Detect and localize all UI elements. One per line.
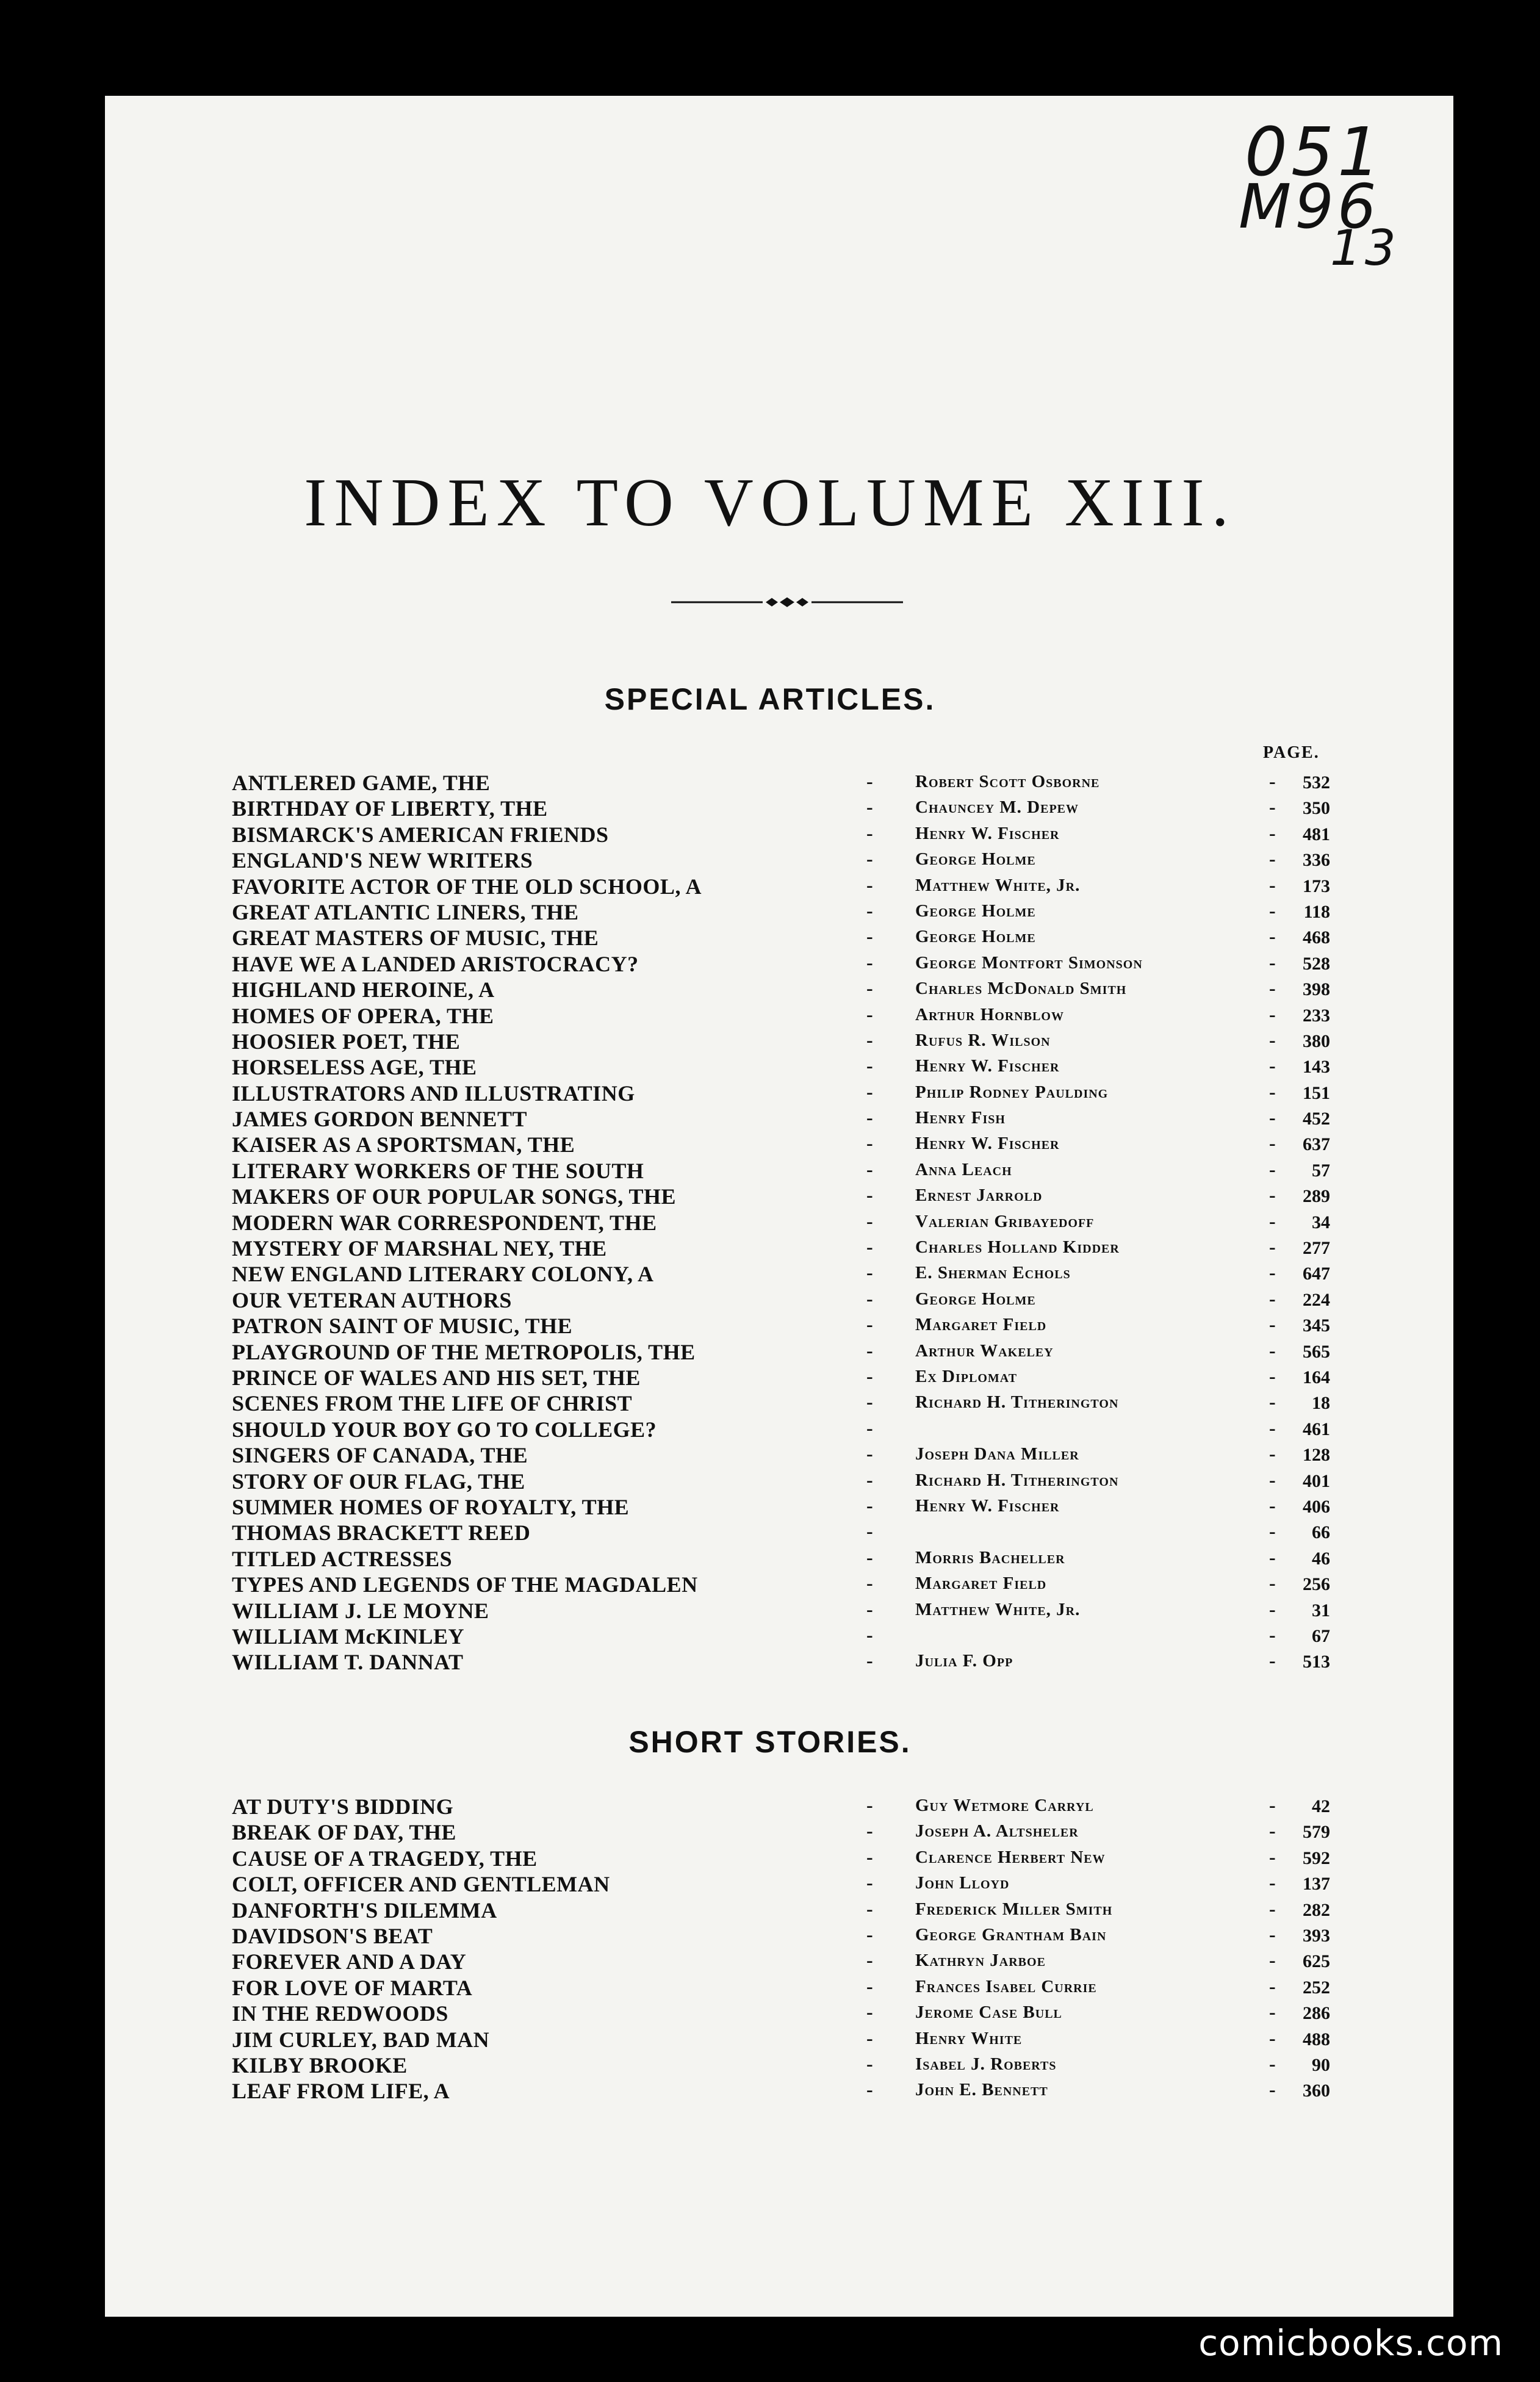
index-entry xyxy=(232,1975,1330,2001)
leader-dash: - xyxy=(866,1794,873,1816)
leader-dash: - xyxy=(866,1157,873,1180)
leader-dash: - xyxy=(1269,1080,1276,1103)
leader-dash: - xyxy=(1269,1572,1276,1594)
entry-title: PRINCE OF WALES AND HIS SET, THE xyxy=(232,1365,641,1390)
index-entry xyxy=(232,1546,1330,1572)
entry-page-number: 528 xyxy=(1303,953,1330,974)
index-entry xyxy=(232,1417,1330,1442)
leader-dash: - xyxy=(1269,977,1276,999)
index-entry xyxy=(232,2001,1330,2026)
leader-dash: - xyxy=(866,1236,873,1258)
leader-dash: - xyxy=(1269,1468,1276,1491)
leader-dash: - xyxy=(1269,1209,1276,1232)
index-entry xyxy=(232,1132,1330,1157)
leader-dash: - xyxy=(1269,1649,1276,1672)
index-entry xyxy=(232,1003,1330,1029)
entry-title: HAVE WE A LANDED ARISTOCRACY? xyxy=(232,951,639,976)
leader-dash: - xyxy=(1269,1520,1276,1542)
leader-dash: - xyxy=(866,977,873,999)
leader-dash: - xyxy=(866,770,873,792)
index-entry xyxy=(232,1184,1330,1209)
entry-author: Richard H. Titherington xyxy=(915,1470,1119,1490)
leader-dash: - xyxy=(1269,1391,1276,1413)
entry-title: JAMES GORDON BENNETT xyxy=(232,1107,528,1132)
entry-title: OUR VETERAN AUTHORS xyxy=(232,1287,512,1312)
index-entry xyxy=(232,977,1330,1002)
entry-author: Frances Isabel Currie xyxy=(915,1976,1097,1996)
index-entry xyxy=(232,2027,1330,2053)
entry-author: Joseph A. Altsheler xyxy=(915,1821,1079,1841)
index-entry xyxy=(232,1365,1330,1391)
leader-dash: - xyxy=(1269,1132,1276,1154)
entry-author: Henry W. Fischer xyxy=(915,823,1060,843)
entry-page-number: 233 xyxy=(1303,1005,1330,1026)
leader-dash: - xyxy=(1269,1871,1276,1894)
entry-page-number: 398 xyxy=(1303,979,1330,1000)
handwritten-volume-number: 13 xyxy=(1330,220,1400,276)
entry-author: George Holme xyxy=(915,927,1036,947)
entry-author: Rufus R. Wilson xyxy=(915,1030,1051,1050)
leader-dash: - xyxy=(866,1597,873,1620)
index-entry xyxy=(232,899,1330,925)
entry-page-number: 286 xyxy=(1303,2003,1330,2024)
leader-dash: - xyxy=(866,1572,873,1594)
entry-author: Arthur Wakeley xyxy=(915,1340,1054,1361)
leader-dash: - xyxy=(1269,1897,1276,1920)
entry-page-number: 46 xyxy=(1312,1548,1330,1569)
entry-author: John Lloyd xyxy=(915,1873,1010,1893)
leader-dash: - xyxy=(1269,1364,1276,1387)
leader-dash: - xyxy=(866,1080,873,1103)
entry-author: Margaret Field xyxy=(915,1315,1047,1335)
entry-author: Kathryn Jarboe xyxy=(915,1951,1046,1971)
index-entry xyxy=(232,1210,1330,1236)
leader-dash: - xyxy=(866,1364,873,1387)
leader-dash: - xyxy=(1269,1287,1276,1309)
entry-page-number: 532 xyxy=(1303,772,1330,793)
entry-author: George Montfort Simonson xyxy=(915,952,1143,973)
entry-title: PATRON SAINT OF MUSIC, THE xyxy=(232,1314,573,1339)
entry-title: BREAK OF DAY, THE xyxy=(232,1820,456,1845)
entry-author: Isabel J. Roberts xyxy=(915,2054,1057,2074)
index-entry xyxy=(232,1158,1330,1184)
leader-dash: - xyxy=(866,925,873,948)
entry-title: FAVORITE ACTOR OF THE OLD SCHOOL, A xyxy=(232,874,702,899)
entry-author: George Grantham Bain xyxy=(915,1924,1107,1945)
entry-author: George Holme xyxy=(915,849,1036,869)
leader-dash: - xyxy=(1269,796,1276,818)
entry-title: SCENES FROM THE LIFE OF CHRIST xyxy=(232,1391,633,1416)
leader-dash: - xyxy=(866,2052,873,2074)
leader-dash: - xyxy=(1269,1974,1276,1997)
entry-title: BISMARCK'S AMERICAN FRIENDS xyxy=(232,822,609,847)
entry-page-number: 461 xyxy=(1303,1419,1330,1439)
entry-author: Philip Rodney Paulding xyxy=(915,1082,1109,1102)
leader-dash: - xyxy=(866,1545,873,1568)
leader-dash: - xyxy=(1269,1236,1276,1258)
entry-author: Ex Diplomat xyxy=(915,1366,1018,1386)
entry-author: Henry W. Fischer xyxy=(915,1495,1060,1516)
entry-page-number: 336 xyxy=(1303,850,1330,871)
entry-title: SHOULD YOUR BOY GO TO COLLEGE? xyxy=(232,1417,657,1442)
leader-dash: - xyxy=(1269,1313,1276,1336)
divider-ornament-icon xyxy=(671,595,903,610)
entry-page-number: 282 xyxy=(1303,1899,1330,1920)
index-entry xyxy=(232,822,1330,847)
leader-dash: - xyxy=(866,1871,873,1894)
entry-page-number: 90 xyxy=(1312,2054,1330,2075)
leader-dash: - xyxy=(866,1649,873,1672)
index-entry xyxy=(232,925,1330,951)
index-entry xyxy=(232,1442,1330,1468)
index-entry xyxy=(232,951,1330,977)
entry-author: Henry White xyxy=(915,2028,1023,2048)
entry-page-number: 31 xyxy=(1312,1600,1330,1621)
leader-dash: - xyxy=(866,1416,873,1439)
leader-dash: - xyxy=(866,951,873,973)
entry-title: JIM CURLEY, BAD MAN xyxy=(232,2027,490,2052)
leader-dash: - xyxy=(866,1494,873,1516)
entry-page-number: 380 xyxy=(1303,1031,1330,1051)
index-entry xyxy=(232,1081,1330,1106)
leader-dash: - xyxy=(866,873,873,896)
index-entry xyxy=(232,1029,1330,1054)
entry-page-number: 647 xyxy=(1303,1264,1330,1284)
index-entry xyxy=(232,2053,1330,2078)
leader-dash: - xyxy=(1269,951,1276,973)
leader-dash: - xyxy=(866,1339,873,1361)
entry-title: LEAF FROM LIFE, A xyxy=(232,2079,450,2104)
index-entry xyxy=(232,1624,1330,1649)
leader-dash: - xyxy=(1269,1819,1276,1842)
leader-dash: - xyxy=(1269,2001,1276,2023)
leader-dash: - xyxy=(1269,925,1276,948)
leader-dash: - xyxy=(1269,1494,1276,1516)
entry-author: Charles Holland Kidder xyxy=(915,1237,1120,1258)
entry-page-number: 67 xyxy=(1312,1625,1330,1646)
entry-title: MAKERS OF OUR POPULAR SONGS, THE xyxy=(232,1184,677,1209)
entry-page-number: 252 xyxy=(1303,1977,1330,1998)
index-entry xyxy=(232,1391,1330,1416)
leader-dash: - xyxy=(1269,2026,1276,2049)
entry-title: PLAYGROUND OF THE METROPOLIS, THE xyxy=(232,1339,696,1364)
index-entry xyxy=(232,1649,1330,1675)
entry-author: John E. Bennett xyxy=(915,2080,1048,2100)
handwritten-cutter-number: M96 xyxy=(1239,171,1380,242)
entry-author: Henry W. Fischer xyxy=(915,1134,1060,1154)
index-entry xyxy=(232,1898,1330,1923)
entry-title: FOREVER AND A DAY xyxy=(232,1949,467,1974)
index-entry xyxy=(232,1469,1330,1494)
entry-page-number: 637 xyxy=(1303,1134,1330,1155)
leader-dash: - xyxy=(866,1949,873,1971)
section-heading-short-stories: SHORT STORIES. xyxy=(628,1725,912,1759)
page-column-label: PAGE. xyxy=(1263,743,1320,762)
entry-author: Robert Scott Osborne xyxy=(915,772,1100,791)
leader-dash: - xyxy=(1269,1623,1276,1646)
leader-dash: - xyxy=(866,847,873,870)
entry-author: Charles McDonald Smith xyxy=(915,979,1127,999)
entry-page-number: 289 xyxy=(1303,1186,1330,1207)
leader-dash: - xyxy=(866,1184,873,1206)
leader-dash: - xyxy=(866,1819,873,1842)
entry-author: Arthur Hornblow xyxy=(915,1004,1064,1024)
entry-page-number: 393 xyxy=(1303,1925,1330,1946)
leader-dash: - xyxy=(1269,1054,1276,1077)
entry-author: Chauncey M. Depew xyxy=(915,797,1079,818)
entry-page-number: 350 xyxy=(1303,798,1330,819)
leader-dash: - xyxy=(866,1002,873,1025)
leader-dash: - xyxy=(866,1974,873,1997)
leader-dash: - xyxy=(866,1468,873,1491)
leader-dash: - xyxy=(866,796,873,818)
leader-dash: - xyxy=(1269,1949,1276,1971)
entry-title: ENGLAND'S NEW WRITERS xyxy=(232,848,533,873)
leader-dash: - xyxy=(866,1287,873,1309)
index-entry xyxy=(232,1313,1330,1339)
leader-dash: - xyxy=(1269,2078,1276,2101)
leader-dash: - xyxy=(1269,1416,1276,1439)
entry-page-number: 481 xyxy=(1303,824,1330,844)
leader-dash: - xyxy=(1269,899,1276,921)
entry-author: George Holme xyxy=(915,901,1036,921)
entry-title: ILLUSTRATORS AND ILLUSTRATING xyxy=(232,1081,635,1106)
index-entry xyxy=(232,1846,1330,1871)
leader-dash: - xyxy=(866,1897,873,1920)
leader-dash: - xyxy=(1269,770,1276,792)
index-entry xyxy=(232,1819,1330,1845)
leader-dash: - xyxy=(866,1261,873,1284)
entry-page-number: 452 xyxy=(1303,1109,1330,1129)
index-entry xyxy=(232,1261,1330,1287)
index-entry xyxy=(232,796,1330,821)
leader-dash: - xyxy=(1269,1157,1276,1180)
index-entry xyxy=(232,874,1330,899)
entry-author: Henry W. Fischer xyxy=(915,1056,1060,1076)
entry-author: Ernest Jarrold xyxy=(915,1186,1043,1206)
entry-title: THOMAS BRACKETT REED xyxy=(232,1520,531,1545)
leader-dash: - xyxy=(866,1313,873,1336)
entry-page-number: 18 xyxy=(1312,1393,1330,1414)
index-entry xyxy=(232,1520,1330,1545)
entry-page-number: 164 xyxy=(1303,1367,1330,1387)
entry-page-number: 173 xyxy=(1303,876,1330,896)
entry-page-number: 256 xyxy=(1303,1574,1330,1595)
entry-title: AT DUTY'S BIDDING xyxy=(232,1794,454,1819)
leader-dash: - xyxy=(1269,1545,1276,1568)
entry-title: STORY OF OUR FLAG, THE xyxy=(232,1469,525,1494)
page-title: INDEX TO VOLUME XIII. xyxy=(304,465,1236,541)
entry-page-number: 592 xyxy=(1303,1848,1330,1868)
leader-dash: - xyxy=(1269,1339,1276,1361)
entry-title: IN THE REDWOODS xyxy=(232,2001,448,2026)
entry-title: TYPES AND LEGENDS OF THE MAGDALEN xyxy=(232,1572,698,1597)
leader-dash: - xyxy=(866,821,873,844)
entry-page-number: 406 xyxy=(1303,1496,1330,1517)
entry-title: TITLED ACTRESSES xyxy=(232,1546,453,1571)
leader-dash: - xyxy=(866,2078,873,2101)
entry-page-number: 57 xyxy=(1312,1160,1330,1181)
watermark: comicbooks.com xyxy=(1198,2322,1503,2364)
entry-author: Henry Fish xyxy=(915,1108,1006,1128)
index-entry xyxy=(232,1494,1330,1520)
leader-dash: - xyxy=(1269,1028,1276,1051)
entry-page-number: 137 xyxy=(1303,1874,1330,1894)
entry-title: SUMMER HOMES OF ROYALTY, THE xyxy=(232,1494,630,1519)
entry-title: WILLIAM T. DANNAT xyxy=(232,1650,464,1675)
entry-title: KAISER AS A SPORTSMAN, THE xyxy=(232,1132,575,1157)
entry-page-number: 360 xyxy=(1303,2081,1330,2101)
entry-page-number: 565 xyxy=(1303,1341,1330,1362)
leader-dash: - xyxy=(866,2001,873,2023)
short-stories-list xyxy=(232,1794,1330,2104)
handwritten-call-number: 051 xyxy=(1245,113,1384,191)
leader-dash: - xyxy=(866,899,873,921)
leader-dash: - xyxy=(1269,873,1276,896)
index-entry xyxy=(232,1572,1330,1597)
entry-author: Joseph Dana Miller xyxy=(915,1444,1079,1464)
entry-author: Clarence Herbert New xyxy=(915,1847,1106,1867)
entry-page-number: 34 xyxy=(1312,1212,1330,1232)
leader-dash: - xyxy=(1269,2052,1276,2074)
entry-title: KILBY BROOKE xyxy=(232,2053,408,2078)
entry-page-number: 151 xyxy=(1303,1082,1330,1103)
entry-page-number: 118 xyxy=(1303,901,1330,922)
index-entry xyxy=(232,1106,1330,1132)
index-entry xyxy=(232,1054,1330,1080)
special-articles-list xyxy=(232,770,1330,1675)
entry-title: DANFORTH'S DILEMMA xyxy=(232,1898,497,1923)
entry-page-number: 401 xyxy=(1303,1470,1330,1491)
leader-dash: - xyxy=(866,1623,873,1646)
entry-page-number: 345 xyxy=(1303,1315,1330,1336)
leader-dash: - xyxy=(866,1054,873,1077)
entry-title: HOOSIER POET, THE xyxy=(232,1029,461,1054)
leader-dash: - xyxy=(866,1132,873,1154)
leader-dash: - xyxy=(866,1209,873,1232)
entry-title: NEW ENGLAND LITERARY COLONY, A xyxy=(232,1262,654,1287)
entry-page-number: 128 xyxy=(1303,1445,1330,1466)
entry-title: SINGERS OF CANADA, THE xyxy=(232,1443,528,1468)
entry-title: ANTLERED GAME, THE xyxy=(232,771,491,795)
entry-page-number: 224 xyxy=(1303,1289,1330,1310)
leader-dash: - xyxy=(866,1028,873,1051)
entry-page-number: 513 xyxy=(1303,1652,1330,1672)
entry-author: Valerian Gribayedoff xyxy=(915,1211,1095,1231)
entry-title: FOR LOVE OF MARTA xyxy=(232,1975,473,2000)
entry-page-number: 277 xyxy=(1303,1238,1330,1259)
index-entry xyxy=(232,1598,1330,1624)
index-entry xyxy=(232,1794,1330,1819)
entry-author: Anna Leach xyxy=(915,1159,1012,1179)
entry-title: HIGHLAND HEROINE, A xyxy=(232,977,495,1002)
entry-title: DAVIDSON'S BEAT xyxy=(232,1923,433,1948)
leader-dash: - xyxy=(1269,1794,1276,1816)
entry-author: Richard H. Titherington xyxy=(915,1392,1119,1412)
entry-title: CAUSE OF A TRAGEDY, THE xyxy=(232,1846,538,1871)
entry-page-number: 625 xyxy=(1303,1951,1330,1972)
entry-title: LITERARY WORKERS OF THE SOUTH xyxy=(232,1158,644,1183)
entry-title: HORSELESS AGE, THE xyxy=(232,1055,477,1080)
entry-title: WILLIAM McKINLEY xyxy=(232,1624,465,1649)
entry-author: Julia F. Opp xyxy=(915,1651,1013,1671)
entry-author: Matthew White, Jr. xyxy=(915,875,1081,895)
index-entry xyxy=(232,770,1330,796)
leader-dash: - xyxy=(866,1520,873,1542)
entry-author: Matthew White, Jr. xyxy=(915,1599,1081,1619)
leader-dash: - xyxy=(866,2026,873,2049)
leader-dash: - xyxy=(1269,1442,1276,1465)
leader-dash: - xyxy=(1269,1002,1276,1025)
index-entry xyxy=(232,1287,1330,1313)
entry-author: Jerome Case Bull xyxy=(915,2002,1062,2023)
leader-dash: - xyxy=(866,1923,873,1945)
entry-author: Guy Wetmore Carryl xyxy=(915,1796,1094,1815)
entry-page-number: 468 xyxy=(1303,927,1330,948)
entry-title: HOMES OF OPERA, THE xyxy=(232,1003,494,1028)
index-entry xyxy=(232,1236,1330,1261)
entry-title: MYSTERY OF MARSHAL NEY, THE xyxy=(232,1236,607,1261)
index-entry xyxy=(232,1871,1330,1897)
entry-title: WILLIAM J. LE MOYNE xyxy=(232,1598,489,1623)
entry-title: BIRTHDAY OF LIBERTY, THE xyxy=(232,796,548,821)
entry-author: E. Sherman Echols xyxy=(915,1263,1071,1283)
leader-dash: - xyxy=(866,1845,873,1868)
entry-page-number: 42 xyxy=(1312,1796,1330,1816)
leader-dash: - xyxy=(866,1442,873,1465)
leader-dash: - xyxy=(1269,821,1276,844)
entry-author: Frederick Miller Smith xyxy=(915,1899,1113,1919)
entry-page-number: 143 xyxy=(1303,1057,1330,1078)
leader-dash: - xyxy=(1269,1106,1276,1129)
leader-dash: - xyxy=(1269,847,1276,870)
entry-title: GREAT ATLANTIC LINERS, THE xyxy=(232,899,579,924)
leader-dash: - xyxy=(866,1106,873,1129)
entry-page-number: 488 xyxy=(1303,2029,1330,2049)
index-entry xyxy=(232,1339,1330,1365)
leader-dash: - xyxy=(866,1391,873,1413)
entry-title: MODERN WAR CORRESPONDENT, THE xyxy=(232,1210,657,1235)
entry-title: COLT, OFFICER AND GENTLEMAN xyxy=(232,1872,610,1897)
index-entry xyxy=(232,1949,1330,1974)
leader-dash: - xyxy=(1269,1597,1276,1620)
entry-page-number: 579 xyxy=(1303,1822,1330,1843)
leader-dash: - xyxy=(1269,1845,1276,1868)
leader-dash: - xyxy=(1269,1184,1276,1206)
index-entry xyxy=(232,847,1330,873)
entry-author: Margaret Field xyxy=(915,1574,1047,1594)
entry-title: GREAT MASTERS OF MUSIC, THE xyxy=(232,926,599,951)
entry-author: George Holme xyxy=(915,1289,1036,1309)
index-entry xyxy=(232,2078,1330,2104)
entry-author: Morris Bacheller xyxy=(915,1547,1065,1567)
entry-page-number: 66 xyxy=(1312,1522,1330,1543)
leader-dash: - xyxy=(1269,1261,1276,1284)
index-entry xyxy=(232,1923,1330,1949)
section-heading-special-articles: SPECIAL ARTICLES. xyxy=(604,682,936,716)
leader-dash: - xyxy=(1269,1923,1276,1945)
